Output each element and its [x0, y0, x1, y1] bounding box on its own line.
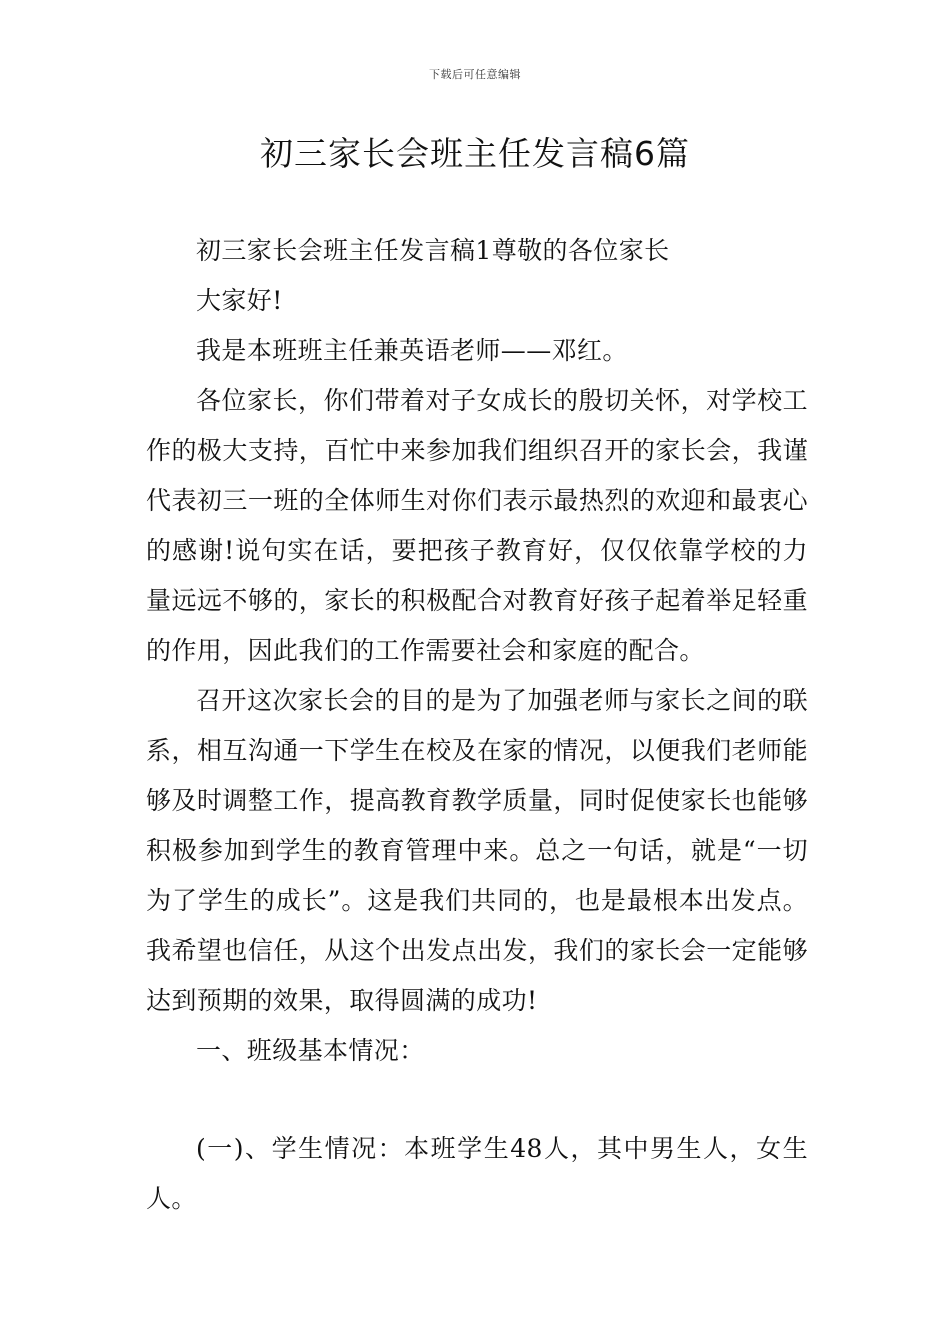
paragraph-welcome: 各位家长，你们带着对子女成长的殷切关怀，对学校工作的极大支持，百忙中来参加我们组织召开的家长会，我谨代表初三一班的全体师生对你们表示最热烈的欢迎和最衷心的感谢!说句实在话，要把孩子教育好，仅仅依靠学校的力量远远不够的，家长的积极配合对教育好孩子起着举足轻重的作用，因此我们的工作需要社会和家庭的配合。 [146, 386, 808, 665]
blank-gap [146, 1076, 808, 1124]
paragraph-introduction: 我是本班班主任兼英语老师——邓红。 [196, 336, 628, 365]
header-note: 下载后可任意编辑 [429, 68, 521, 81]
document-title: 初三家长会班主任发言稿6篇 [260, 134, 690, 173]
paragraph-purpose: 召开这次家长会的目的是为了加强老师与家长之间的联系，相互沟通一下学生在校及在家的情况，以便我们老师能够及时调整工作，提高教育教学质量，同时促使家长也能够积极参加到学生的教育管理中来。总之一句话，就是“一切为了学生的成长”。这是我们共同的，也是最根本出发点。我希望也信任，从这个出发点出发，我们的家长会一定能够达到预期的效果，取得圆满的成功! [146, 686, 808, 1015]
document-body [146, 226, 808, 1224]
paragraph-student-info: (一)、学生情况：本班学生48人，其中男生人，女生人。 [146, 1134, 808, 1213]
section-heading-class-overview: 一、班级基本情况： [196, 1036, 425, 1065]
paragraph-greeting-title: 初三家长会班主任发言稿1尊敬的各位家长 [196, 236, 670, 265]
paragraph-hello: 大家好! [196, 286, 283, 315]
